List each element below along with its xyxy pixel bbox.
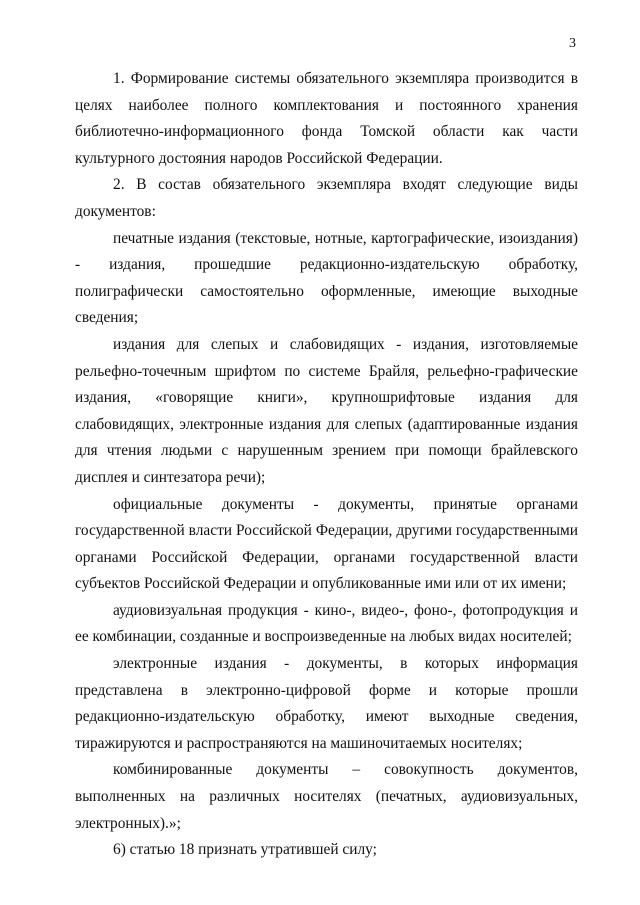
page-number: 3 <box>569 36 576 51</box>
paragraph-9: 6) статью 18 признать утратившей силу; <box>113 841 377 859</box>
paragraph-8: комбинированные документы – совокупность документов, выполненных на различных носителях (печатных, аудиовизуальных, электронных).»; <box>75 761 578 832</box>
paragraph-3: печатные издания (текстовые, нотные, картографические, изоиздания) - издания, прошедшие редакционно-издательскую обработку, полиграфически самостоятельно оформленные, имеющие выходные сведения; <box>75 229 578 327</box>
document-body <box>75 66 578 864</box>
paragraph-6: аудиовизуальная продукция - кино-, видео-, фоно-, фотопродукция и ее комбинации, созданные и воспроизведенные на любых видах носителей; <box>75 601 578 646</box>
paragraph-5: официальные документы - документы, принятые органами государственной власти Российской Федерации, другими государственными органами Российской Федерации, органами государственной власти субъектов Российской Федерации и опубликованные ими или от их имени; <box>75 495 578 593</box>
paragraph-7: электронные издания - документы, в которых информация представлена в электронно-цифровой форме и которые прошли редакционно-издательскую обработку, имеют выходные сведения, тиражируются и распространяются на машиночитаемых носителях; <box>75 655 578 752</box>
paragraph-2: 2. В состав обязательного экземпляра входят следующие виды документов: <box>75 176 578 220</box>
paragraph-4: издания для слепых и слабовидящих - издания, изготовляемые рельефно-точечным шрифтом по системе Брайля, рельефно-графические издания, «говорящие книги», крупношрифтовые издания для слабовидящих, электронные издания для слепых (адаптированные издания для чтения людьми с нарушенным зрением при помощи брайлевского дисплея и синтезатора речи); <box>75 335 578 486</box>
paragraph-1: 1. Формирование системы обязательного экземпляра производится в целях наиболее полного комплектования и постоянного хранения библиотечно-информационного фонда Томской области как части культурного достояния народов Российской Федерации. <box>75 70 578 167</box>
